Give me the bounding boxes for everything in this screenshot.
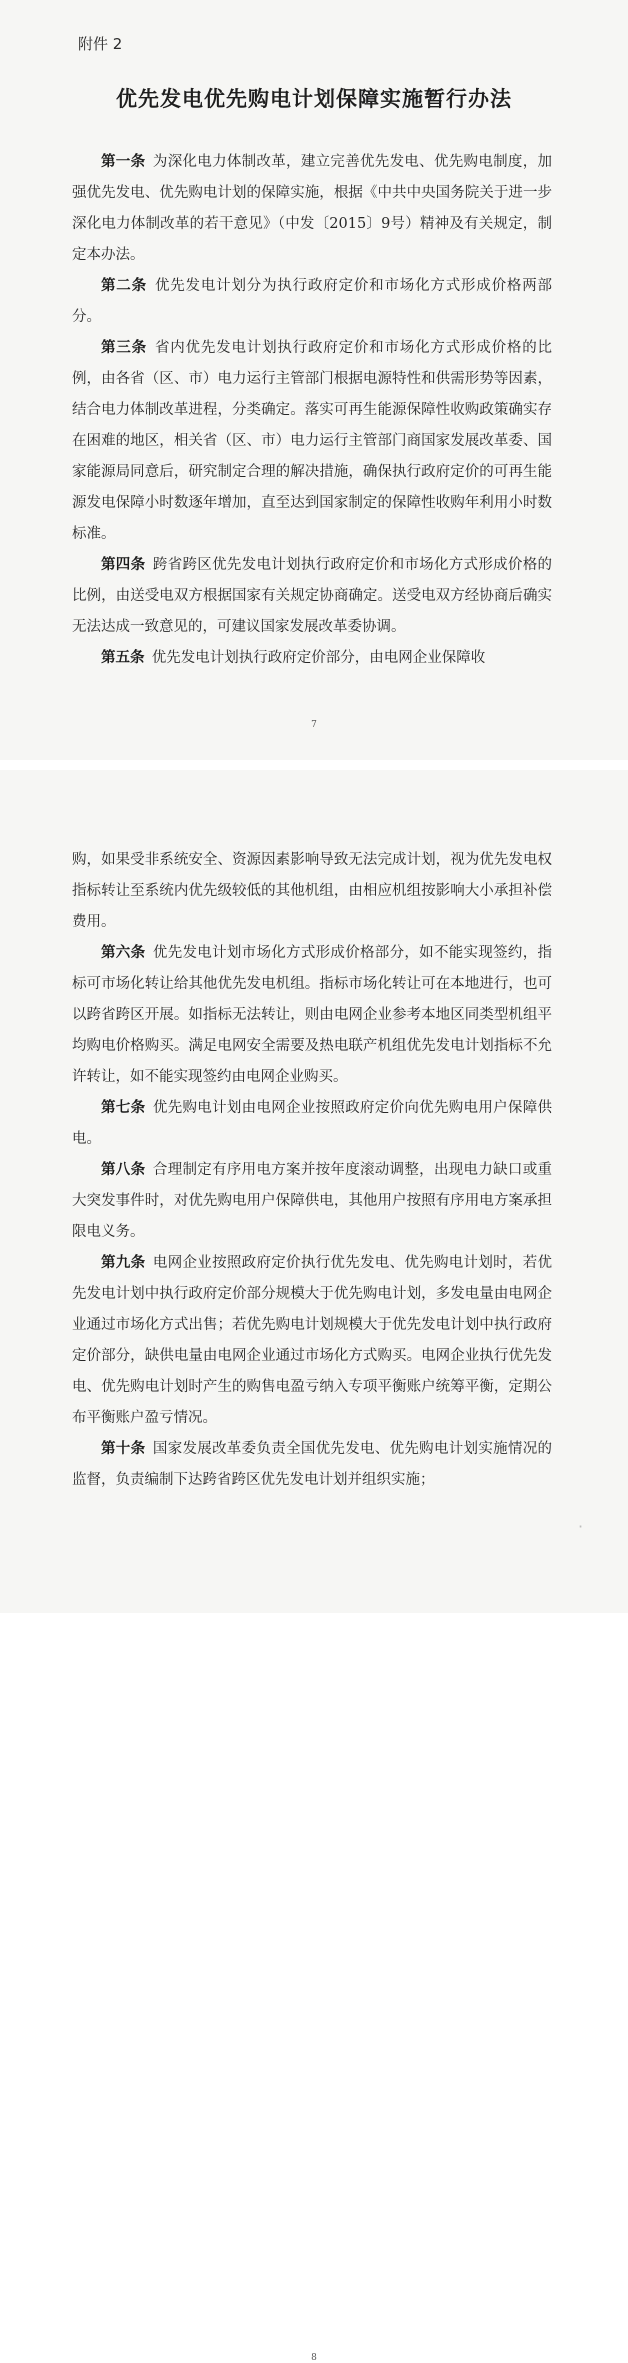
article-5-continued — [72, 845, 552, 938]
page-2-body — [72, 845, 552, 1496]
corner-mark: · — [578, 1517, 584, 1536]
article-4 — [72, 550, 552, 643]
article-heading: 第四条 — [101, 557, 146, 573]
article-text: 优先购电计划由电网企业按照政府定价向优先购电用户保障供电。 — [72, 1100, 552, 1147]
article-3 — [72, 333, 552, 550]
article-7 — [72, 1093, 552, 1155]
article-6 — [72, 938, 552, 1093]
article-text: 为深化电力体制改革，建立完善优先发电、优先购电制度，加强优先发电、优先购电计划的保障实施，根据《中共中央国务院关于进一步深化电力体制改革的若干意见》（中发〔2015〕9号）精神及有关规定，制定本办法。 — [72, 154, 552, 263]
page-1-body — [72, 147, 552, 674]
article-heading: 第一条 — [101, 154, 146, 170]
article-text: 优先发电计划执行政府定价部分，由电网企业保障收 — [151, 650, 486, 666]
article-heading: 第三条 — [101, 340, 147, 356]
article-1 — [72, 147, 552, 271]
article-text: 购，如果受非系统安全、资源因素影响导致无法完成计划，视为优先发电权指标转让至系统内优先级较低的其他机组，由相应机组按影响大小承担补偿费用。 — [72, 852, 552, 930]
article-8 — [72, 1155, 552, 1248]
article-text: 优先发电计划市场化方式形成价格部分，如不能实现签约，指标可市场化转让给其他优先发电机组。指标市场化转让可在本地进行，也可以跨省跨区开展。如指标无法转让，则由电网企业参考本地区同类型机组平均购电价格购买。满足电网安全需要及热电联产机组优先发电计划指标不允许转让，如不能实现签约由电网企业购买。 — [72, 945, 552, 1085]
article-heading: 第六条 — [101, 945, 146, 961]
article-heading: 第二条 — [101, 278, 147, 294]
annex-label: 附件 2 — [78, 35, 123, 53]
article-heading: 第八条 — [101, 1162, 146, 1178]
article-5 — [72, 643, 552, 674]
article-9 — [72, 1248, 552, 1434]
article-10 — [72, 1434, 552, 1496]
page-separator — [0, 760, 628, 770]
article-text: 优先发电计划分为执行政府定价和市场化方式形成价格两部分。 — [72, 278, 552, 325]
article-heading: 第十条 — [101, 1441, 146, 1457]
article-text: 合理制定有序用电方案并按年度滚动调整，出现电力缺口或重大突发事件时，对优先购电用户保障供电，其他用户按照有序用电方案承担限电义务。 — [72, 1162, 552, 1240]
article-heading: 第九条 — [101, 1255, 146, 1271]
article-2 — [72, 271, 552, 333]
article-heading: 第五条 — [101, 650, 145, 666]
article-text: 国家发展改革委负责全国优先发电、优先购电计划实施情况的监督，负责编制下达跨省跨区优先发电计划并组织实施； — [72, 1441, 552, 1488]
page-1 — [0, 0, 628, 760]
article-text: 跨省跨区优先发电计划执行政府定价和市场化方式形成价格的比例，由送受电双方根据国家有关规定协商确定。送受电双方经协商后确实无法达成一致意见的，可建议国家发展改革委协调。 — [72, 557, 552, 635]
article-heading: 第七条 — [101, 1100, 146, 1116]
page-number: 8 — [311, 2353, 317, 2363]
article-text: 省内优先发电计划执行政府定价和市场化方式形成价格的比例，由各省（区、市）电力运行主管部门根据电源特性和供需形势等因素，结合电力体制改革进程，分类确定。落实可再生能源保障性收购政策确实存在困难的地区，相关省（区、市）电力运行主管部门商国家发展改革委、国家能源局同意后，研究制定合理的解决措施，确保执行政府定价的可再生能源发电保障小时数逐年增加，直至达到国家制定的保障性收购年利用小时数标准。 — [72, 340, 552, 542]
document-title: 优先发电优先购电计划保障实施暂行办法 — [116, 86, 512, 111]
article-text: 电网企业按照政府定价执行优先发电、优先购电计划时，若优先发电计划中执行政府定价部分规模大于优先购电计划，多发电量由电网企业通过市场化方式出售；若优先购电计划规模大于优先发电计划中执行政府定价部分，缺供电量由电网企业通过市场化方式购买。电网企业执行优先发电、优先购电计划时产生的购售电盈亏纳入专项平衡账户统筹平衡，定期公布平衡账户盈亏情况。 — [72, 1255, 552, 1426]
page-number: 7 — [311, 720, 317, 730]
